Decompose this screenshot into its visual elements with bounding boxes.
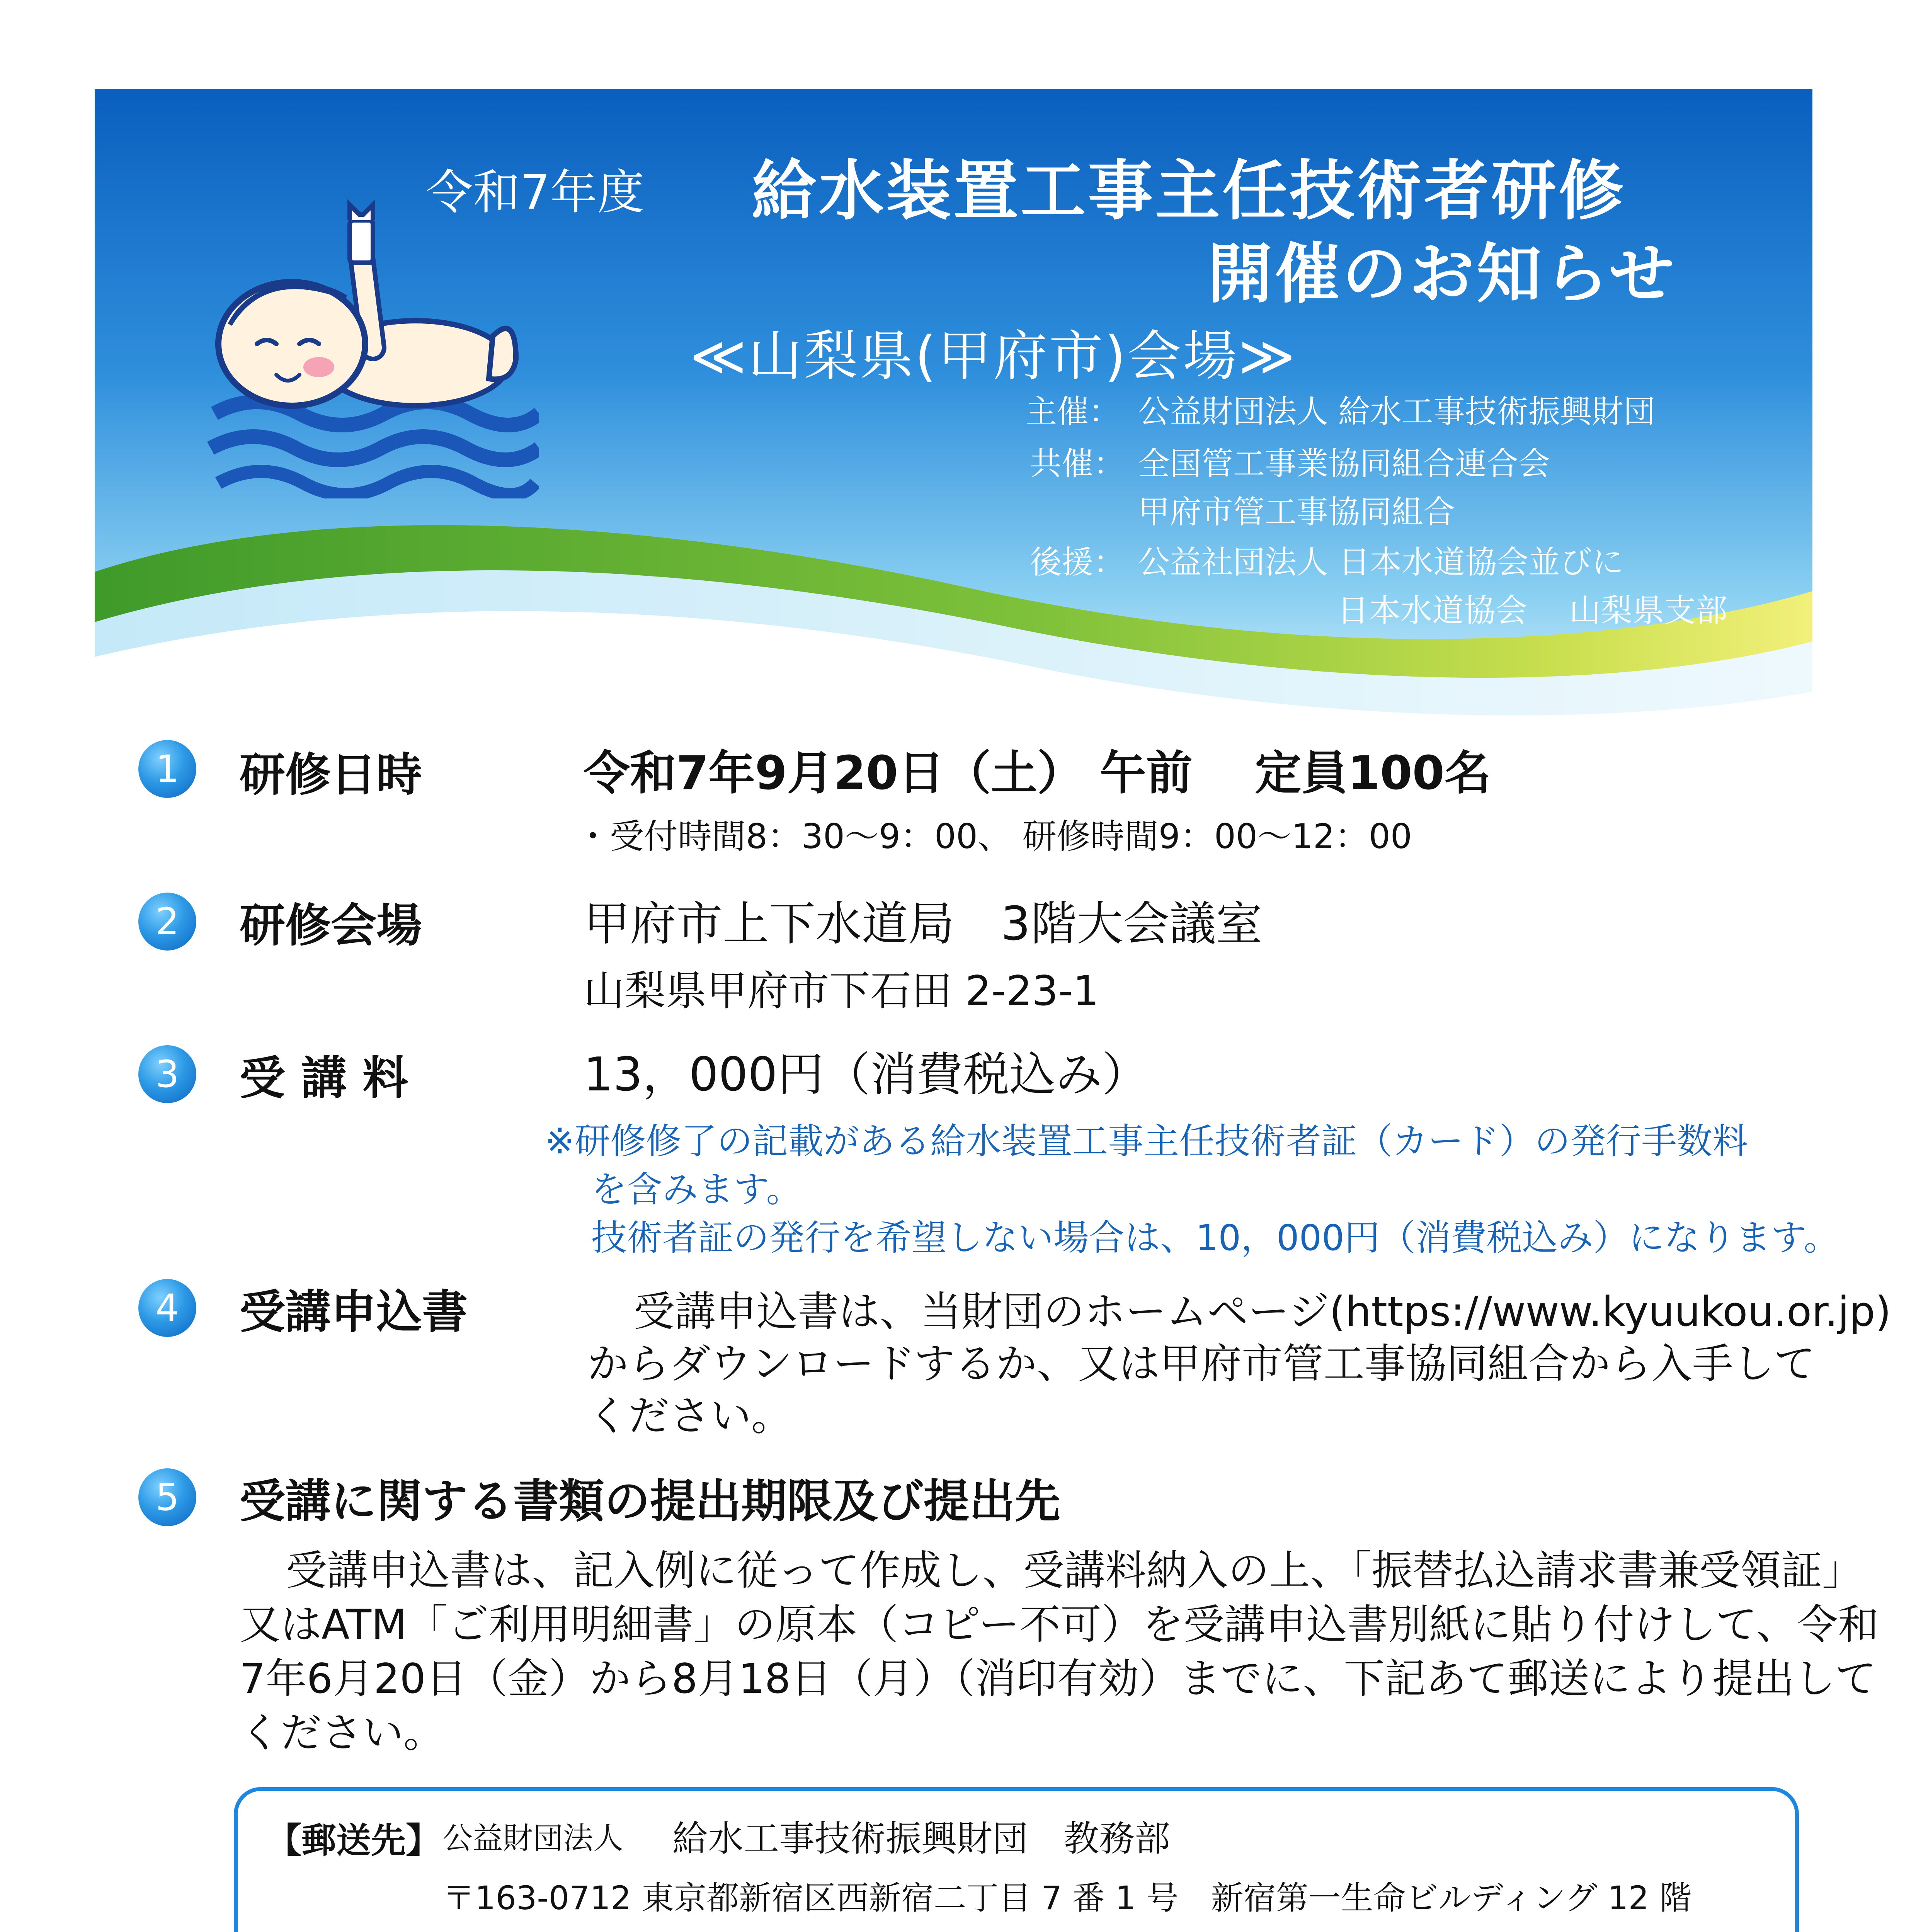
mail-label: 【郵送先】 xyxy=(267,1820,441,1861)
mail-org-prefix: 公益財団法人 xyxy=(442,1821,624,1856)
support-name-1: 公益社団法人 日本水道協会並びに xyxy=(1138,544,1624,581)
submission-line-4: ください。 xyxy=(240,1709,444,1757)
section-title-venue: 研修会場 xyxy=(240,899,422,952)
cohost-name-2: 甲府市管工事協同組合 xyxy=(1138,494,1455,531)
support-label: 後援： xyxy=(1030,544,1125,581)
mail-address-box xyxy=(234,1787,1799,1932)
section-number-3: 3 xyxy=(138,1045,196,1103)
application-line-3: ください。 xyxy=(587,1392,792,1440)
fee-note-2: を含みます。 xyxy=(591,1169,802,1210)
year-label: 令和7年度 xyxy=(426,165,645,220)
venue-address: 山梨県甲府市下石田 2-23-1 xyxy=(584,967,1099,1015)
training-times: ・受付時間8：30～9：00、 研修時間9：00～12：00 xyxy=(576,816,1412,856)
submission-line-3: 7年6月20日（金）から8月18日（月）（消印有効）までに、下記あて郵送により提出して xyxy=(240,1655,1877,1702)
host-label: 主催： xyxy=(1025,393,1121,430)
cohost-name-1: 全国管工事業協同組合連合会 xyxy=(1138,446,1550,482)
submission-line-1: 受講申込書は、記入例に従って作成し、受講料納入の上、「振替払込請求書兼受領証」 xyxy=(286,1547,1863,1594)
section-number-1: 1 xyxy=(138,740,196,798)
training-date: 令和7年9月20日（土） 午前 定員100名 xyxy=(584,747,1491,800)
fee-amount: 13，000円（消費税込み） xyxy=(584,1048,1149,1102)
cohost-label: 共催： xyxy=(1030,446,1125,482)
application-line-1: 受講申込書は、当財団のホームページ(https://www.kyuukou.or.jp) xyxy=(634,1288,1891,1335)
section-title-application: 受講申込書 xyxy=(240,1285,468,1338)
mail-phone xyxy=(442,1928,1384,1932)
section-title-submission: 受講に関する書類の提出期限及び提出先 xyxy=(240,1475,1061,1528)
page-title-line2: 開催のお知らせ xyxy=(1208,236,1676,312)
venue-title: ≪山梨県(甲府市)会場≫ xyxy=(690,325,1297,388)
fee-note-1: ※研修修了の記載がある給水装置工事主任技術者証（カード）の発行手数料 xyxy=(545,1121,1748,1162)
header-banner xyxy=(95,89,1812,723)
mail-address: 〒163-0712 東京都新宿区西新宿二丁目 7 番 1 号 新宿第一生命ビルディング 12 階 xyxy=(442,1879,1692,1917)
section-number-5: 5 xyxy=(138,1468,196,1526)
page-title-line1: 給水装置工事主任技術者研修 xyxy=(752,153,1626,229)
support-name-2: 日本水道協会 山梨県支部 xyxy=(1337,592,1728,629)
host-name: 公益財団法人 給水工事技術振興財団 xyxy=(1138,393,1656,430)
fee-note-3: 技術者証の発行を希望しない場合は、10，000円（消費税込み）になります。 xyxy=(591,1217,1839,1259)
venue-name: 甲府市上下水道局 3階大会議室 xyxy=(584,897,1263,951)
section-title-date: 研修日時 xyxy=(240,748,422,801)
application-line-2: からダウンロードするか、又は甲府市管工事協同組合から入手して xyxy=(587,1340,1815,1388)
submission-line-2: 又はATM「ご利用明細書」の原本（コピー不可）を受講申込書別紙に貼り付けして、令和 xyxy=(240,1601,1879,1648)
section-number-2: 2 xyxy=(138,893,196,951)
mascot-swimmer-icon xyxy=(207,197,539,498)
section-number-4: 4 xyxy=(138,1279,196,1337)
section-title-fee: 受 講 料 xyxy=(240,1051,408,1105)
mail-org-name: 給水工事技術振興財団 教務部 xyxy=(672,1818,1171,1859)
